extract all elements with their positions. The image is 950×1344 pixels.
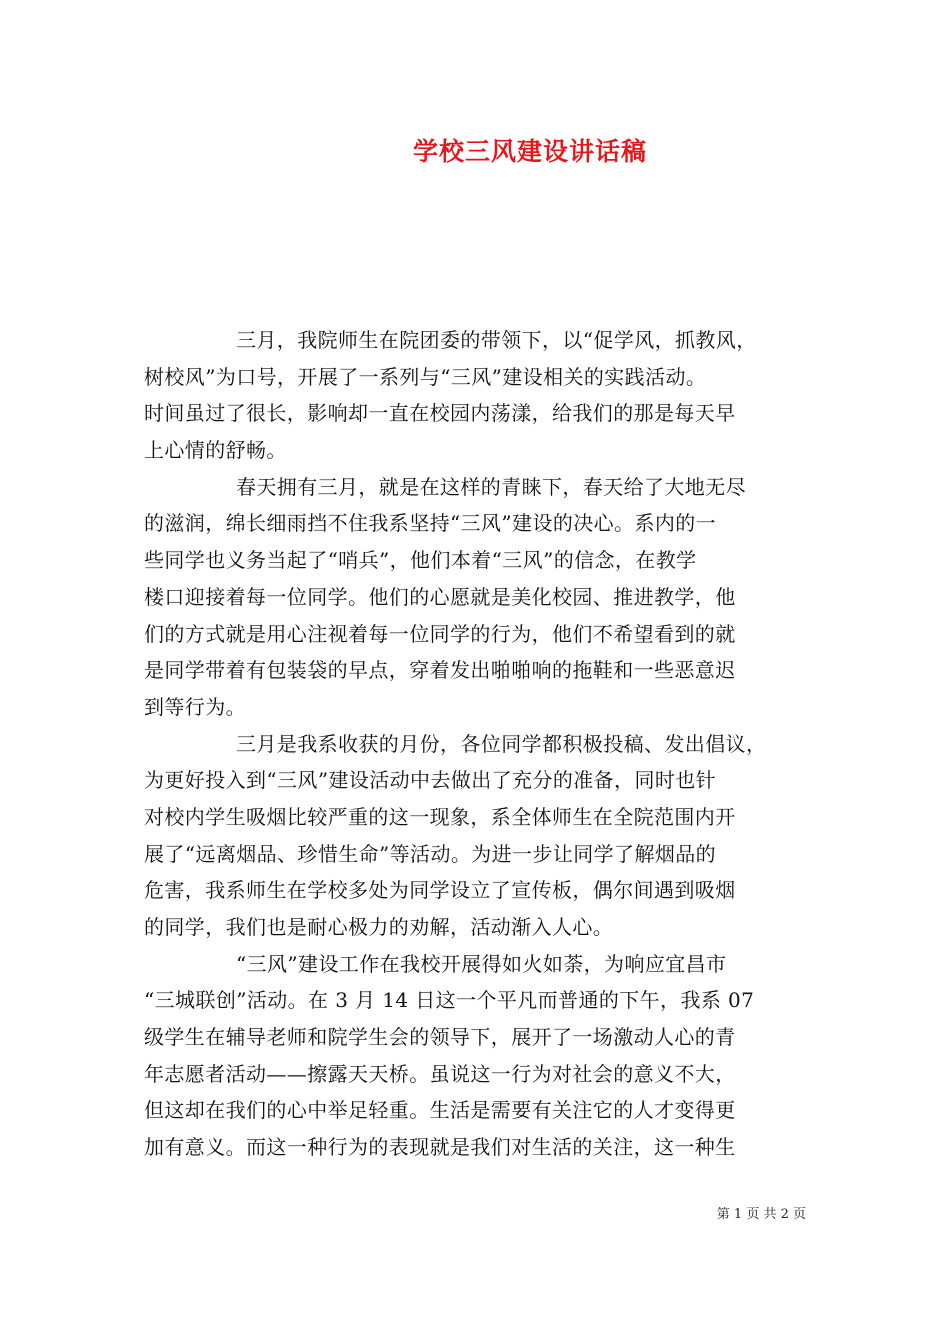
page-title: 学校三风建设讲话稿	[412, 137, 647, 166]
text-line: 上心情的舒畅。	[144, 438, 287, 463]
text-line: 对校内学生吸烟比较严重的这一现象，系全体师生在全院范围内开	[144, 804, 736, 829]
document-body	[144, 322, 812, 1166]
text-line: 们的方式就是用心注视着每一位同学的行为，他们不希望看到的就	[144, 621, 736, 646]
text-line: “三城联创”活动。在 3 月 14 日这一个平凡而普通的下午，我系 07	[144, 988, 755, 1013]
text-line: 三月，我院师生在院团委的带领下，以“促学风，抓教风，	[236, 328, 757, 352]
text-line: 级学生在辅导老师和院学生会的领导下，展开了一场激动人心的青	[144, 1025, 736, 1050]
text-line: 些同学也义务当起了“哨兵”，他们本着“三风”的信念，在教学	[144, 548, 697, 573]
paragraph-2	[144, 469, 812, 726]
text-line: 展了“远离烟品、珍惜生命”等活动。为进一步让同学了解烟品的	[144, 841, 717, 866]
text-line: 危害，我系师生在学校多处为同学设立了宣传板，偶尔间遇到吸烟	[144, 878, 736, 903]
text-line: 为更好投入到“三风”建设活动中去做出了充分的准备，同时也针	[144, 768, 717, 793]
text-line: 年志愿者活动——擦露天天桥。虽说这一行为对社会的意义不大，	[144, 1061, 736, 1086]
text-line: “三风”建设工作在我校开展得如火如荼，为响应宜昌市	[236, 951, 727, 976]
text-line: 三月是我系收获的月份，各位同学都积极投稿、发出倡议，	[236, 731, 767, 756]
text-line: 但这却在我们的心中举足轻重。生活是需要有关注它的人才变得更	[144, 1098, 736, 1123]
paragraph-4	[144, 946, 812, 1166]
paragraph-1	[144, 322, 812, 469]
text-line: 春天拥有三月，就是在这样的青睐下，春天给了大地无尽	[236, 474, 746, 499]
text-line: 加有意义。而这一种行为的表现就是我们对生活的关注，这一种生	[144, 1135, 736, 1160]
text-line: 是同学带着有包装袋的早点，穿着发出啪啪响的拖鞋和一些恶意迟	[144, 658, 736, 683]
text-line: 的滋润，绵长细雨挡不住我系坚持“三风”建设的决心。系内的一	[144, 511, 717, 536]
text-line: 到等行为。	[144, 694, 246, 719]
text-line: 树校风”为口号，开展了一系列与“三风”建设相关的实践活动。	[144, 364, 707, 389]
text-line: 时间虽过了很长，影响却一直在校园内荡漾，给我们的那是每天早	[144, 401, 736, 426]
paragraph-3	[144, 726, 812, 946]
text-line: 的同学，我们也是耐心极力的劝解，活动渐入人心。	[144, 915, 614, 939]
text-line: 楼口迎接着每一位同学。他们的心愿就是美化校园、推进教学，他	[144, 584, 736, 609]
page-number-footer: 第 1 页 共 2 页	[716, 1207, 806, 1222]
